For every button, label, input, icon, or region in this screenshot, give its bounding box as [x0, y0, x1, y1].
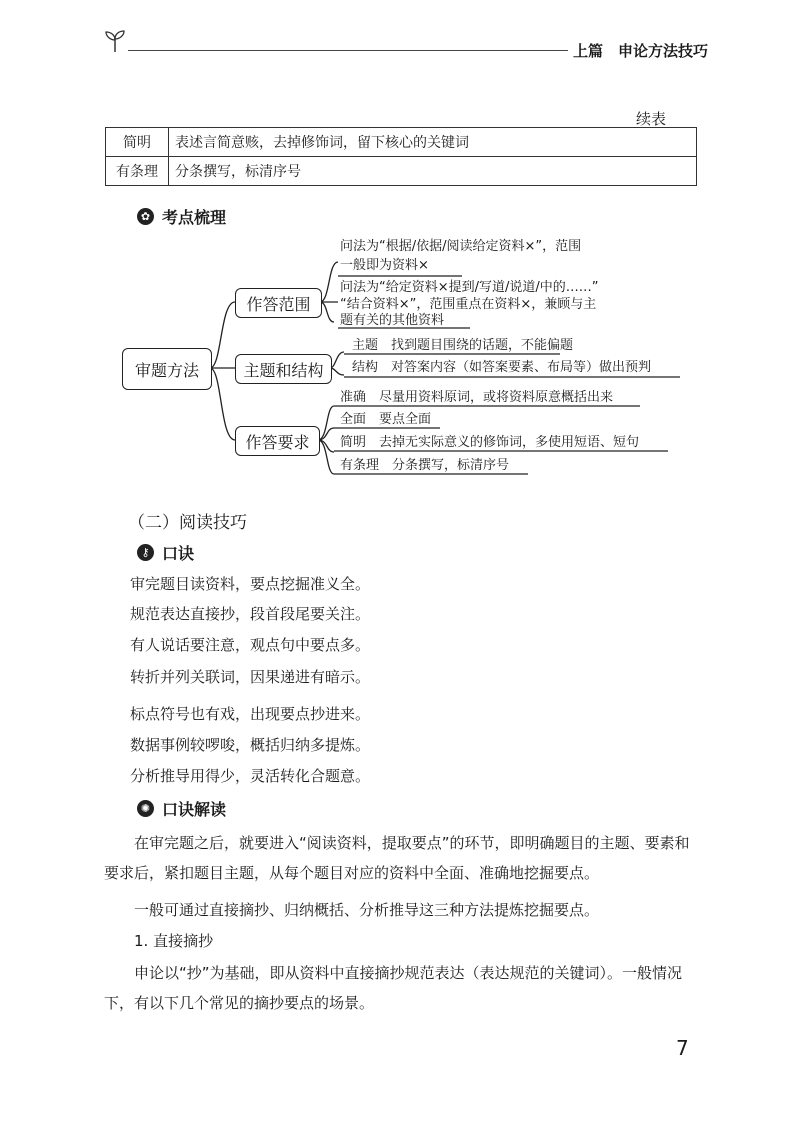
mindmap-leaf: 主题 找到题目围绕的话题，不能偏题 [352, 338, 574, 353]
mindmap-leaf: 全面 要点全面 [340, 412, 432, 427]
subheading: 1. 直接摘抄 [134, 932, 214, 950]
lightbulb-icon: ✺ [137, 800, 154, 817]
mindmap-leaf: 一般即为资料× [340, 258, 429, 273]
mindmap-leaf: 题有关的其他资料 [340, 313, 445, 328]
table-key: 简明 [106, 128, 169, 157]
paragraph: 申论以“抄”为基础，即从资料中直接摘抄规范表达（表达规范的关键词）。一般情况下，有以下几个常见的摘抄要点的场景。 [104, 964, 683, 1012]
mindmap-leaf: 问法为“根据/依据/阅读给定资料×”，范围 [340, 239, 582, 254]
key-icon: ⚷ [137, 544, 154, 561]
mindmap-leaf: 结构 对答案内容（如答案要素、布局等）做出预判 [352, 360, 652, 375]
section-title: 口诀解读 [162, 800, 227, 819]
page-number: 7 [676, 1036, 689, 1060]
verse-line: 规范表达直接抄，段首段尾要关注。 [130, 605, 371, 623]
section-heading-jiedu [137, 797, 226, 820]
verse-line: 转折并列关联词，因果递进有暗示。 [130, 668, 371, 686]
table-value: 表述言简意赅，去掉修饰词，留下核心的关键词 [169, 128, 697, 157]
verse-line: 标点符号也有戏，出现要点抄进来。 [130, 705, 371, 723]
running-header: 上篇 申论方法技巧 [573, 42, 709, 60]
mindmap-leaf: 问法为“给定资料×提到/写道/说道/中的……” [340, 280, 599, 295]
section-title: 口诀 [162, 544, 195, 563]
mindmap-branch-theme: 主题和结构 [235, 354, 332, 384]
verse-line: 数据事例较啰唆，概括归纳多提炼。 [130, 736, 371, 754]
paragraph: 一般可通过直接摘抄、归纳概括、分析推导这三种方法提炼挖掘要点。 [134, 901, 600, 919]
mindmap-root: 审题方法 [122, 348, 212, 390]
section-heading-reading: （二）阅读技巧 [128, 513, 247, 533]
mindmap-branch-scope: 作答范围 [235, 288, 322, 318]
paragraph: 在审完题之后，就要进入“阅读资料，提取要点”的环节，即明确题目的主题、要素和要求后，紧扣题目主题，从每个题目对应的资料中全面、准确地挖掘要点。 [104, 834, 690, 882]
table-value: 分条撰写，标清序号 [169, 157, 697, 186]
mindmap-leaf: 准确 尽量用资料原词，或将资料原意概括出来 [340, 390, 614, 405]
verse-line: 审完题目读资料，要点挖掘准义全。 [130, 575, 371, 593]
mindmap-branch-requirements: 作答要求 [235, 426, 320, 456]
gear-icon: ✿ [137, 208, 154, 225]
section-title: 考点梳理 [162, 208, 227, 227]
mindmap-leaf: 简明 去掉无实际意义的修饰词，多使用短语、短句 [340, 435, 640, 450]
mindmap-leaf: 有条理 分条撰写，标清序号 [340, 458, 510, 473]
verse-line: 有人说话要注意，观点句中要点多。 [130, 636, 371, 654]
verse-line: 分析推导用得少，灵活转化合题意。 [130, 767, 371, 785]
section-heading-koujue [137, 541, 194, 564]
continued-label: 续表 [636, 110, 667, 128]
mindmap-leaf: “结合资料×”，范围重点在资料×，兼顾与主 [340, 297, 597, 312]
table-key: 有条理 [106, 157, 169, 186]
